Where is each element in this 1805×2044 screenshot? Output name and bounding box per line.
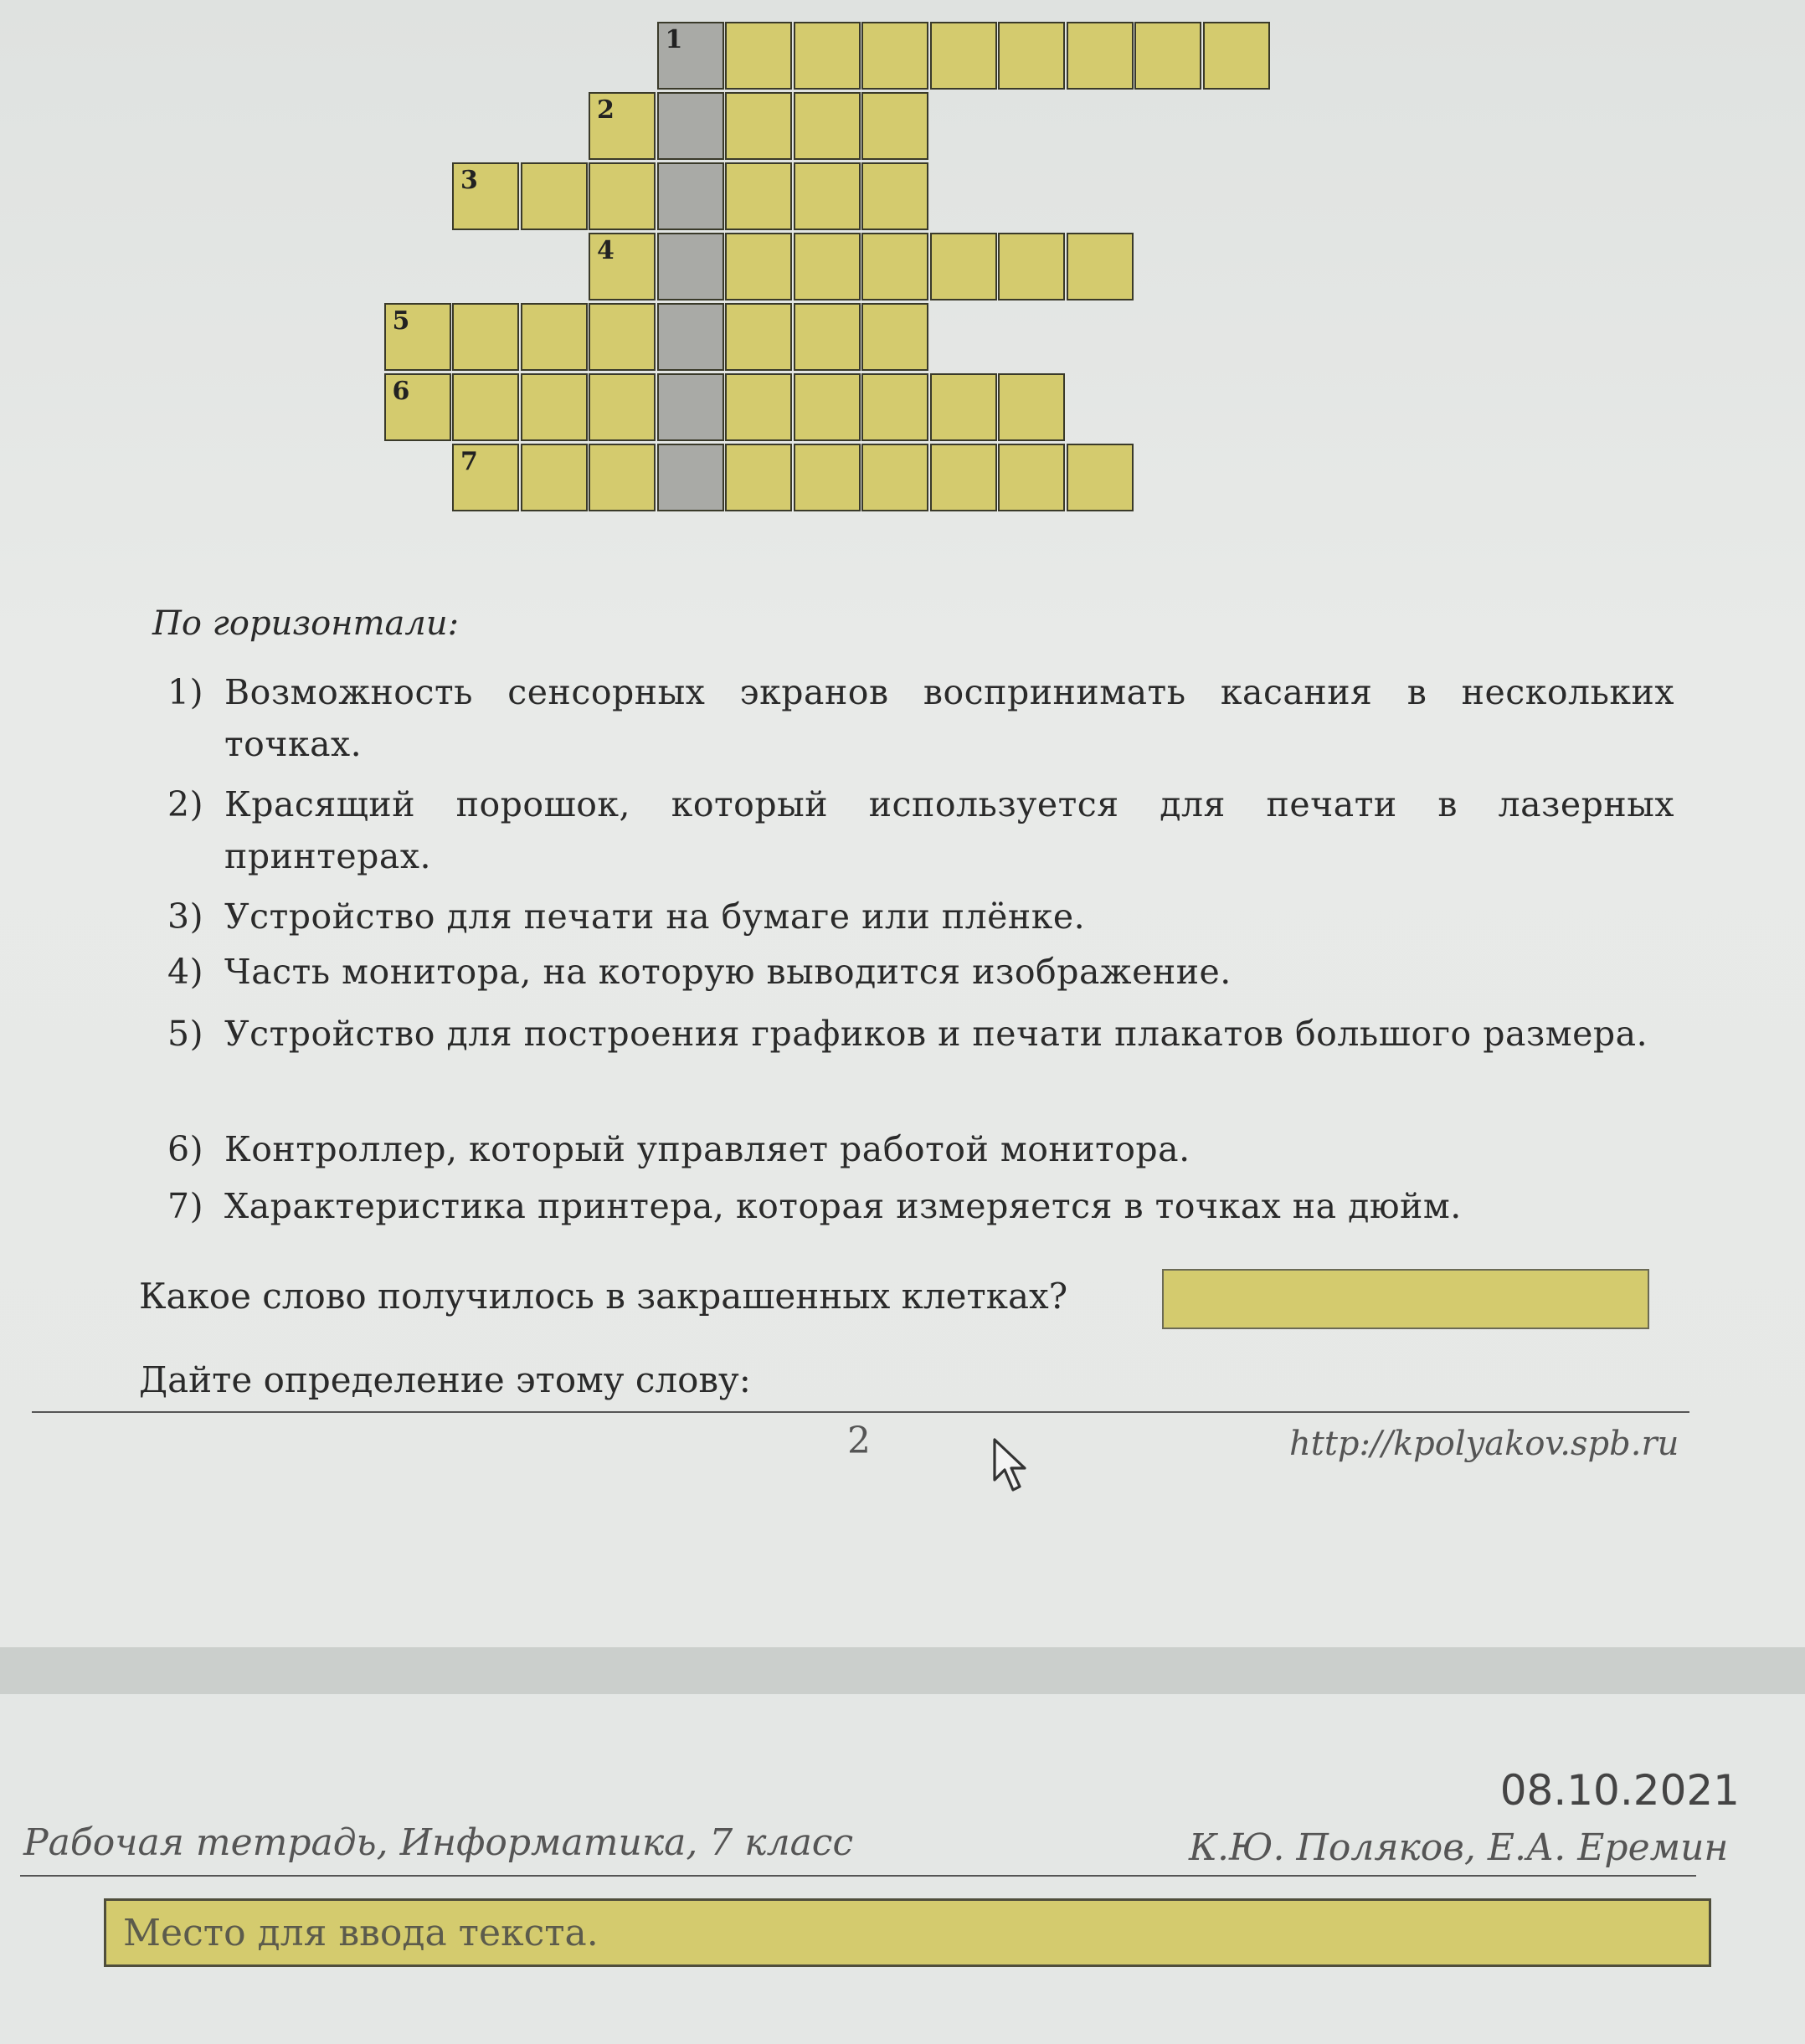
crossword-clue-number: 5 — [392, 306, 410, 336]
crossword-cell — [521, 303, 588, 371]
crossword-key-cell — [657, 162, 724, 230]
crossword-cell — [861, 233, 928, 300]
clue-2 — [167, 778, 1674, 882]
footer-authors: К.Ю. Поляков, Е.А. Еремин — [1189, 1826, 1729, 1869]
crossword-cell — [930, 373, 997, 441]
clue-number: 1) — [167, 672, 204, 712]
site-url: http://kpolyakov.spb.ru — [1289, 1425, 1679, 1463]
clue-number: 4) — [167, 952, 204, 992]
mouse-pointer-icon — [993, 1438, 1030, 1493]
crossword-cell — [725, 444, 792, 511]
crossword-cell — [794, 303, 861, 371]
clue-number: 6) — [167, 1129, 204, 1169]
footer-title: Рабочая тетрадь, Информатика, 7 класс — [23, 1821, 854, 1864]
crossword-cell — [930, 22, 997, 90]
crossword-cell — [521, 162, 588, 230]
crossword-cell — [589, 92, 656, 160]
crossword-cell — [861, 22, 928, 90]
crossword-clue-number: 3 — [460, 166, 478, 195]
crossword-cell — [998, 444, 1065, 511]
crossword-cell — [1067, 444, 1134, 511]
crossword-clue-number: 7 — [460, 447, 478, 476]
crossword-cell — [998, 22, 1065, 90]
divider-line — [32, 1411, 1689, 1413]
clue-number: 3) — [167, 896, 204, 937]
crossword-key-cell — [657, 444, 724, 511]
clue-4 — [167, 946, 1674, 998]
crossword-cell — [1134, 22, 1201, 90]
footer-line — [20, 1875, 1696, 1877]
crossword-cell — [861, 444, 928, 511]
crossword-cell — [725, 233, 792, 300]
crossword-grid — [0, 0, 1805, 519]
crossword-cell — [452, 373, 519, 441]
crossword-cell — [521, 373, 588, 441]
clue-6 — [167, 1123, 1674, 1175]
crossword-cell — [794, 22, 861, 90]
clues-heading: По горизонтали: — [152, 604, 460, 643]
crossword-cell — [861, 162, 928, 230]
crossword-cell — [794, 444, 861, 511]
page-number: 2 — [847, 1420, 871, 1462]
text-entry-field[interactable] — [104, 1898, 1711, 1967]
crossword-cell — [384, 303, 451, 371]
crossword-cell — [861, 92, 928, 160]
crossword-clue-number: 1 — [665, 25, 683, 54]
crossword-cell — [1203, 22, 1270, 90]
clue-3 — [167, 891, 1674, 942]
clue-text: Красящий порошок, который используется для печати в лазерных принтерах. — [224, 784, 1674, 876]
crossword-cell — [794, 162, 861, 230]
crossword-cell — [930, 444, 997, 511]
crossword-cell — [725, 22, 792, 90]
crossword-cell — [725, 162, 792, 230]
clue-number: 2) — [167, 784, 204, 824]
clue-1 — [167, 666, 1674, 770]
crossword-clue-number: 2 — [597, 95, 615, 125]
crossword-clue-number: 4 — [597, 236, 615, 265]
crossword-key-cell — [657, 373, 724, 441]
crossword-cell — [998, 233, 1065, 300]
crossword-clue-number: 6 — [392, 377, 410, 406]
clue-text: Устройство для построения графиков и печати плакатов большого размера. — [224, 1014, 1648, 1054]
crossword-cell — [794, 233, 861, 300]
clue-5 — [167, 1008, 1674, 1060]
clue-7 — [167, 1180, 1674, 1232]
crossword-key-cell — [657, 233, 724, 300]
crossword-key-cell — [657, 303, 724, 371]
page-separator — [0, 1647, 1805, 1694]
crossword-cell — [589, 444, 656, 511]
crossword-cell — [452, 444, 519, 511]
clue-number: 5) — [167, 1014, 204, 1054]
crossword-cell — [930, 233, 997, 300]
crossword-cell — [589, 373, 656, 441]
crossword-key-cell — [657, 92, 724, 160]
next-page — [0, 1694, 1805, 2044]
crossword-key-cell — [657, 22, 724, 90]
crossword-cell — [589, 303, 656, 371]
crossword-cell — [794, 92, 861, 160]
question-text: Какое слово получилось в закрашенных клетках? — [139, 1276, 1068, 1317]
answer-field[interactable] — [1162, 1269, 1649, 1329]
crossword-cell — [521, 444, 588, 511]
crossword-cell — [1067, 22, 1134, 90]
define-prompt: Дайте определение этому слову: — [139, 1359, 751, 1400]
crossword-cell — [452, 303, 519, 371]
crossword-cell — [725, 92, 792, 160]
document-date: 08.10.2021 — [1499, 1766, 1740, 1815]
clue-text: Часть монитора, на которую выводится изображение. — [224, 952, 1232, 992]
crossword-cell — [589, 233, 656, 300]
crossword-cell — [861, 373, 928, 441]
crossword-cell — [794, 373, 861, 441]
clue-text: Возможность сенсорных экранов воспринимать касания в нескольких точках. — [224, 672, 1674, 764]
crossword-cell — [861, 303, 928, 371]
crossword-cell — [452, 162, 519, 230]
clue-text: Характеристика принтера, которая измеряется в точках на дюйм. — [224, 1186, 1462, 1226]
clue-number: 7) — [167, 1186, 204, 1226]
clue-text: Контроллер, который управляет работой монитора. — [224, 1129, 1190, 1169]
crossword-cell — [725, 373, 792, 441]
crossword-cell — [998, 373, 1065, 441]
crossword-cell — [1067, 233, 1134, 300]
crossword-cell — [384, 373, 451, 441]
crossword-cell — [725, 303, 792, 371]
crossword-cell — [589, 162, 656, 230]
clue-text: Устройство для печати на бумаге или плёнке. — [224, 896, 1086, 937]
